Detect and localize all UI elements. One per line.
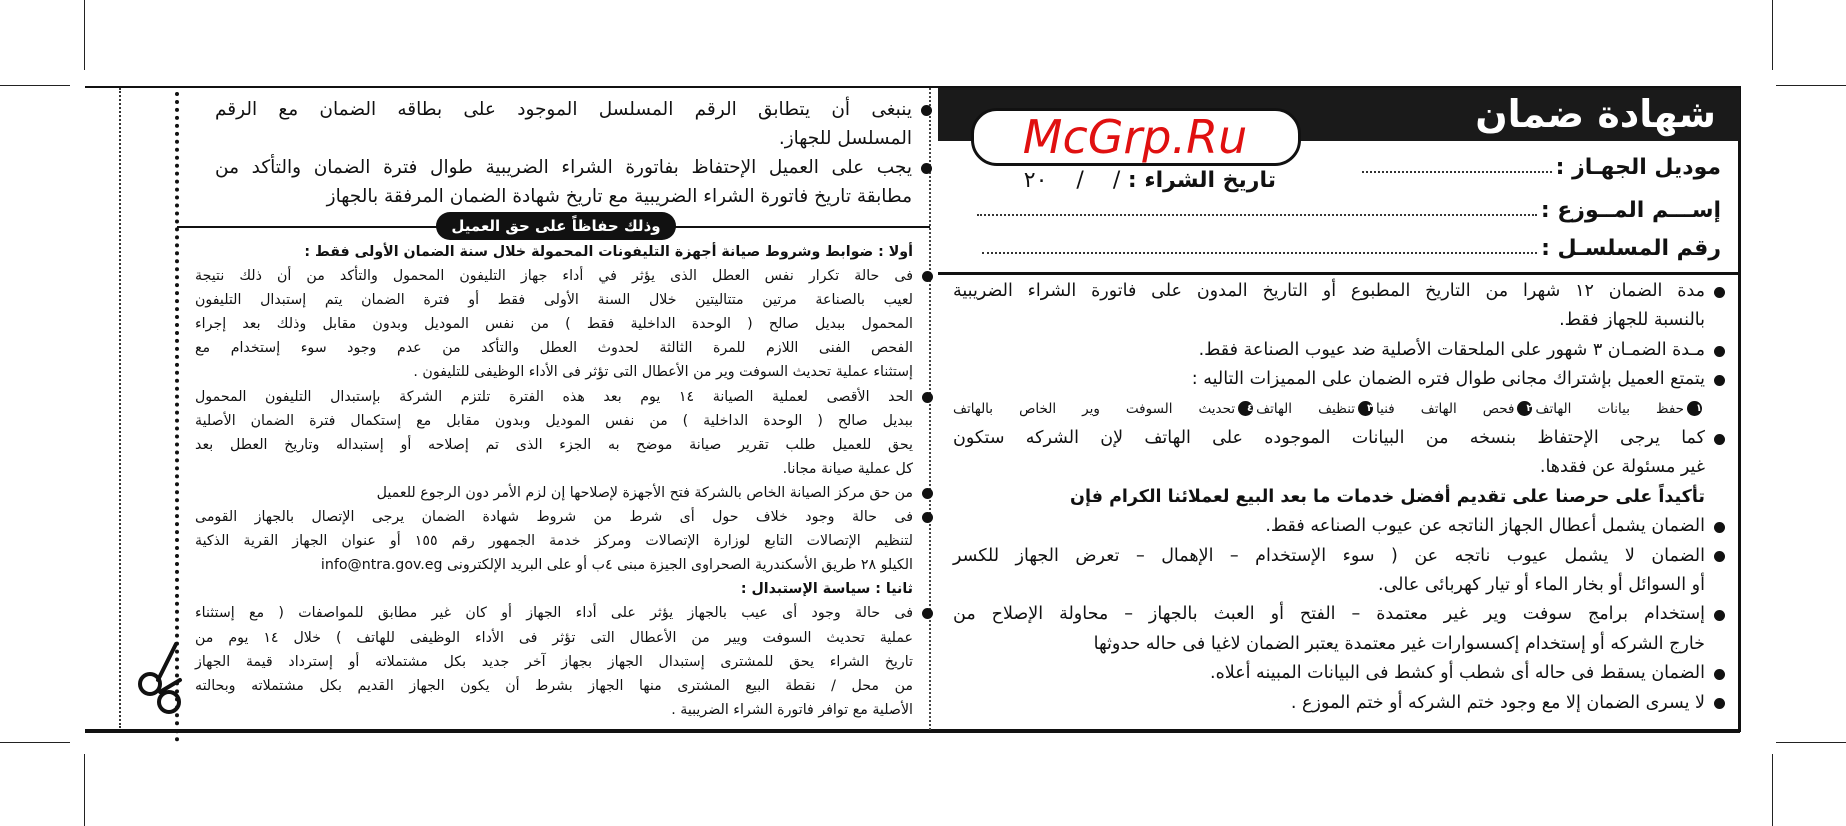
bullet-icon <box>922 488 933 499</box>
text-line: خارج الشركه أو إستخدام إكسسوارات غير معتمدة يعتبر الضمان لاغيا فى حاله حدوثها <box>1093 633 1705 654</box>
text-line: فى حالة تكرار نفس العطل الذى يؤثر في أداء جهاز التليفون المحمول والتأكد من أن ذلك نتيجة <box>195 264 913 288</box>
bullet-item <box>195 505 913 577</box>
distributor-input-line[interactable] <box>977 206 1537 216</box>
customer-rights-badge: وذلك حفاظاً على حق العميل <box>436 212 676 240</box>
outer-dotted-line <box>119 88 121 728</box>
bullet-icon <box>1714 522 1725 533</box>
text-line: لتنظيم الإتصالات التابع لوزارة الإتصالات ومركز خدمة الجمهور رقم ١٥٥ أو عنوان الجهاز القرية الذكية <box>195 533 914 550</box>
crop-mark <box>1776 742 1846 743</box>
text-line: الفحص الفنى اللازم للمرة الثالثة لحدوث العطل والتأكد من عدم وجود سوء إستخدام مع <box>195 340 913 357</box>
bullet-icon <box>1714 375 1725 386</box>
section-heading <box>195 577 913 601</box>
bullet-icon <box>1714 551 1725 562</box>
text-line: لا يسرى الضمان إلا مع وجود ختم الشركه أو ختم الموزع . <box>953 689 1705 718</box>
bullet-item <box>195 385 913 481</box>
text-line: من حق مركز الصيانة الخاص بالشركة فتح الأجهزة لإصلاحها إن لزم الأمر دون الرجوع للعميل <box>195 481 913 505</box>
purchase-date-value[interactable]: / / ٢٠ <box>1023 168 1121 193</box>
text-line: الحد الأقصى لعملية الصيانة ١٤ يوم بعد هذه الفترة تلتزم الشركة بإستبدال التليفون المحمول <box>195 385 913 409</box>
bullet-icon <box>1714 287 1725 298</box>
feature-number-badge: ٢ <box>1517 401 1532 416</box>
text-line: مطابقة تاريخ فاتورة الشراء الضريبية مع تاريخ شهادة الضمان المرفقة بالجهاز <box>326 186 912 207</box>
bullet-icon <box>922 392 933 403</box>
text-line: أو السوائل أو بخار الماء أو تيار كهربائى عالى. <box>1378 575 1705 596</box>
bullet-item <box>215 95 912 153</box>
purchase-date-field[interactable] <box>970 168 1276 194</box>
feature-item: فحص الهاتف فنيا <box>1376 400 1515 417</box>
feature-item: تنظيف الهاتف <box>1256 400 1356 417</box>
text-line: يحق للعميل طلب تقرير صيانة موضح به الجزء الذى تم إصلاحه أو إستبداله وتاريخ العطل بعد <box>195 436 913 453</box>
feature-number-badge: ١ <box>1687 401 1702 416</box>
bullet-icon <box>922 608 933 619</box>
bullet-item <box>953 365 1705 394</box>
bullet-icon <box>1714 669 1725 680</box>
distributor-label: إســـم المــوزع : <box>1540 198 1721 223</box>
text-line: بالنسبة للجهاز فقط. <box>1559 310 1705 331</box>
model-input-line[interactable] <box>1362 163 1552 173</box>
text-line: غير مسئولة عن فقدها. <box>1539 457 1705 478</box>
bullet-icon <box>1714 346 1725 357</box>
bullet-item <box>215 153 912 211</box>
text-line: إستخدام برامج سوفت وير غير معتمدة – الفتح أو العبث بالجهاز – محاولة الإصلاح من <box>953 600 1705 629</box>
text-line: مدة الضمان ١٢ شهرا من التاريخ المطبوع أو التاريخ المدون على فاتورة الشراء الضريبية <box>953 277 1705 306</box>
text-line: الأصلية مع توافر فاتورة الشراء الضريبية . <box>671 701 913 718</box>
text-line: مـدة الضمـان ٣ شهور على الملحقات الأصلية ضد عيوب الصناعة فقط. <box>953 336 1705 365</box>
serial-label: رقم المسلسـل : <box>1541 236 1721 261</box>
bullet-item <box>953 600 1705 659</box>
header-separator <box>938 272 1740 275</box>
frame-right-border <box>1738 86 1741 732</box>
crop-mark <box>1772 0 1773 70</box>
text-line: يتمتع العميل بإشتراك مجانى طوال فتره الضمان على المميزات التاليه : <box>953 365 1705 394</box>
text-line: تاريخ الشراء يحق للمشترى إستبدال الجهاز بجهاز آخر جديد بكل مشتملاته أو إسترداد قيمة الجهاز <box>195 653 913 670</box>
bullet-icon <box>1714 434 1725 445</box>
crop-mark <box>0 742 70 743</box>
model-field[interactable] <box>1362 155 1721 181</box>
text-line: من محل / نقطة البيع المشترى منها الجهاز بشرط أن يكون الجهاز القديم بكل مشتملاته وبحالته <box>195 677 913 694</box>
text-line: أولا : ضوابط وشروط صيانة أجهزة التليفونات المحمولة خلال سنة الضمان الأولى فقط : <box>304 244 913 260</box>
bullet-item <box>195 481 913 505</box>
text-line: كل عملية صيانة مجانا. <box>782 460 913 477</box>
watermark: McGrp.Ru <box>1022 110 1248 164</box>
text-line: إستثناء عملية تحديث السوفت وير من الأعطال التى تؤثر فى الأداء الوظيفى للتليفون . <box>413 364 913 381</box>
text-line: لعيب بالصناعة مرتين متتاليتين خلال السنة الأولى فقط أو فترة الضمان يتم إستبدال التليفون <box>195 292 913 309</box>
feature-number-badge: ٤ <box>1238 401 1253 416</box>
crop-mark <box>1772 754 1773 826</box>
text-line: الضمان لا يشمل عيوب ناتجه عن ( سوء الإستخدام – الإهمال – تعرض الجهاز للكسر <box>953 542 1705 571</box>
bullet-icon <box>921 163 932 174</box>
bullet-item <box>953 512 1705 541</box>
features-list <box>953 395 1705 424</box>
crop-mark <box>1776 85 1846 86</box>
feature-item: تحديث السوفت وير الخاص بالهاتف <box>953 400 1236 417</box>
text-line: الضمان يشمل أعطال الجهاز الناتجه عن عيوب الصناعه فقط. <box>953 512 1705 541</box>
crop-mark <box>0 85 70 86</box>
text-line: يجب على العميل الإحتفاظ بفاتورة الشراء الضريبية طوال فترة الضمان والتأكد من <box>215 153 912 182</box>
bullet-item <box>953 277 1705 336</box>
text-line: فى حالة وجود خلاف حول أى شرط من شروط شهادة الضمان يرجى الإتصال بالجهاز القومى <box>195 505 913 529</box>
bullet-item <box>195 264 913 384</box>
text-line: ينبغى أن يتطابق الرقم المسلسل الموجود على بطاقه الضمان مع الرقم <box>215 95 912 124</box>
text-line: تأكيداً على حرصنا على تقديم أفضل خدمات ما بعد البيع لعملائنا الكرام فإن <box>1070 486 1705 507</box>
section-heading <box>195 240 913 264</box>
text-line: فى حالة وجود أى عيب بالجهاز يؤثر على أداء الجهاز أو كان غير مطابق للمواصفات ( مع إستثناء <box>195 601 913 625</box>
text-line: المسلسل للجهاز. <box>778 128 912 149</box>
serial-field[interactable] <box>982 236 1721 262</box>
crop-mark <box>84 754 85 826</box>
text-line: الضمان يسقط فى حاله أى شطب أو كشط فى البيانات المبينه أعلاه. <box>953 659 1705 688</box>
feature-item: حفظ بيانات الهاتف <box>1535 400 1685 417</box>
model-label: موديل الجهـاز : <box>1555 155 1721 180</box>
bullet-item <box>953 424 1705 483</box>
bullet-icon <box>1714 610 1725 621</box>
bullet-item <box>953 689 1705 718</box>
text-line: الكيلو ٢٨ طريق الأسكندرية الصحراوى الجيزة مبنى ٤ب أو على البريد الإلكترونى info@ntra.gov.eg <box>320 557 913 574</box>
certificate-title: شهادة ضمان <box>1475 92 1716 136</box>
bullet-item <box>953 336 1705 365</box>
crop-mark <box>84 0 85 70</box>
text-line: المحمول ببديل صالح ( الوحدة الداخلية فقط ) من نفس الموديل وبدون مقابل وذلك بعد إجراء <box>195 316 913 333</box>
text-line: ببديل صالح ( الوحدة الداخلية ) من نفس الموديل وبدون مقابل مع إستكمال فترة الضمان الأصلية <box>195 412 913 429</box>
distributor-field[interactable] <box>977 198 1721 224</box>
bullet-icon <box>1714 698 1725 709</box>
bullet-item <box>953 542 1705 601</box>
bullet-icon <box>922 512 933 523</box>
bullet-item <box>195 601 913 721</box>
scissors-icon <box>136 640 186 718</box>
text-line: ثانيا : سياسة الإستبدال : <box>740 581 913 598</box>
text-line: كما يرجى الإحتفاظ بنسخه من البيانات الموجوده على الهاتف لإن الشركه ستكون <box>953 424 1705 453</box>
serial-and-invoice-notes <box>215 95 912 211</box>
feature-number-badge: ٣ <box>1358 401 1373 416</box>
maintenance-and-replacement-policy <box>195 240 913 722</box>
bullet-item <box>953 659 1705 688</box>
column-divider <box>929 88 931 730</box>
purchase-date-label: تاريخ الشراء : <box>1127 168 1276 193</box>
serial-input-line[interactable] <box>982 244 1537 254</box>
bullet-icon <box>922 271 933 282</box>
frame-bottom-border <box>85 729 1740 733</box>
text-line: عملية تحديث السوفت ويير من الأعطال التى تؤثر فى الأداء الوظيفى للهاتف ) خلال ١٤ يوم من <box>195 629 913 646</box>
section-heading <box>953 483 1705 512</box>
warranty-terms <box>953 277 1705 718</box>
bullet-icon <box>921 105 932 116</box>
